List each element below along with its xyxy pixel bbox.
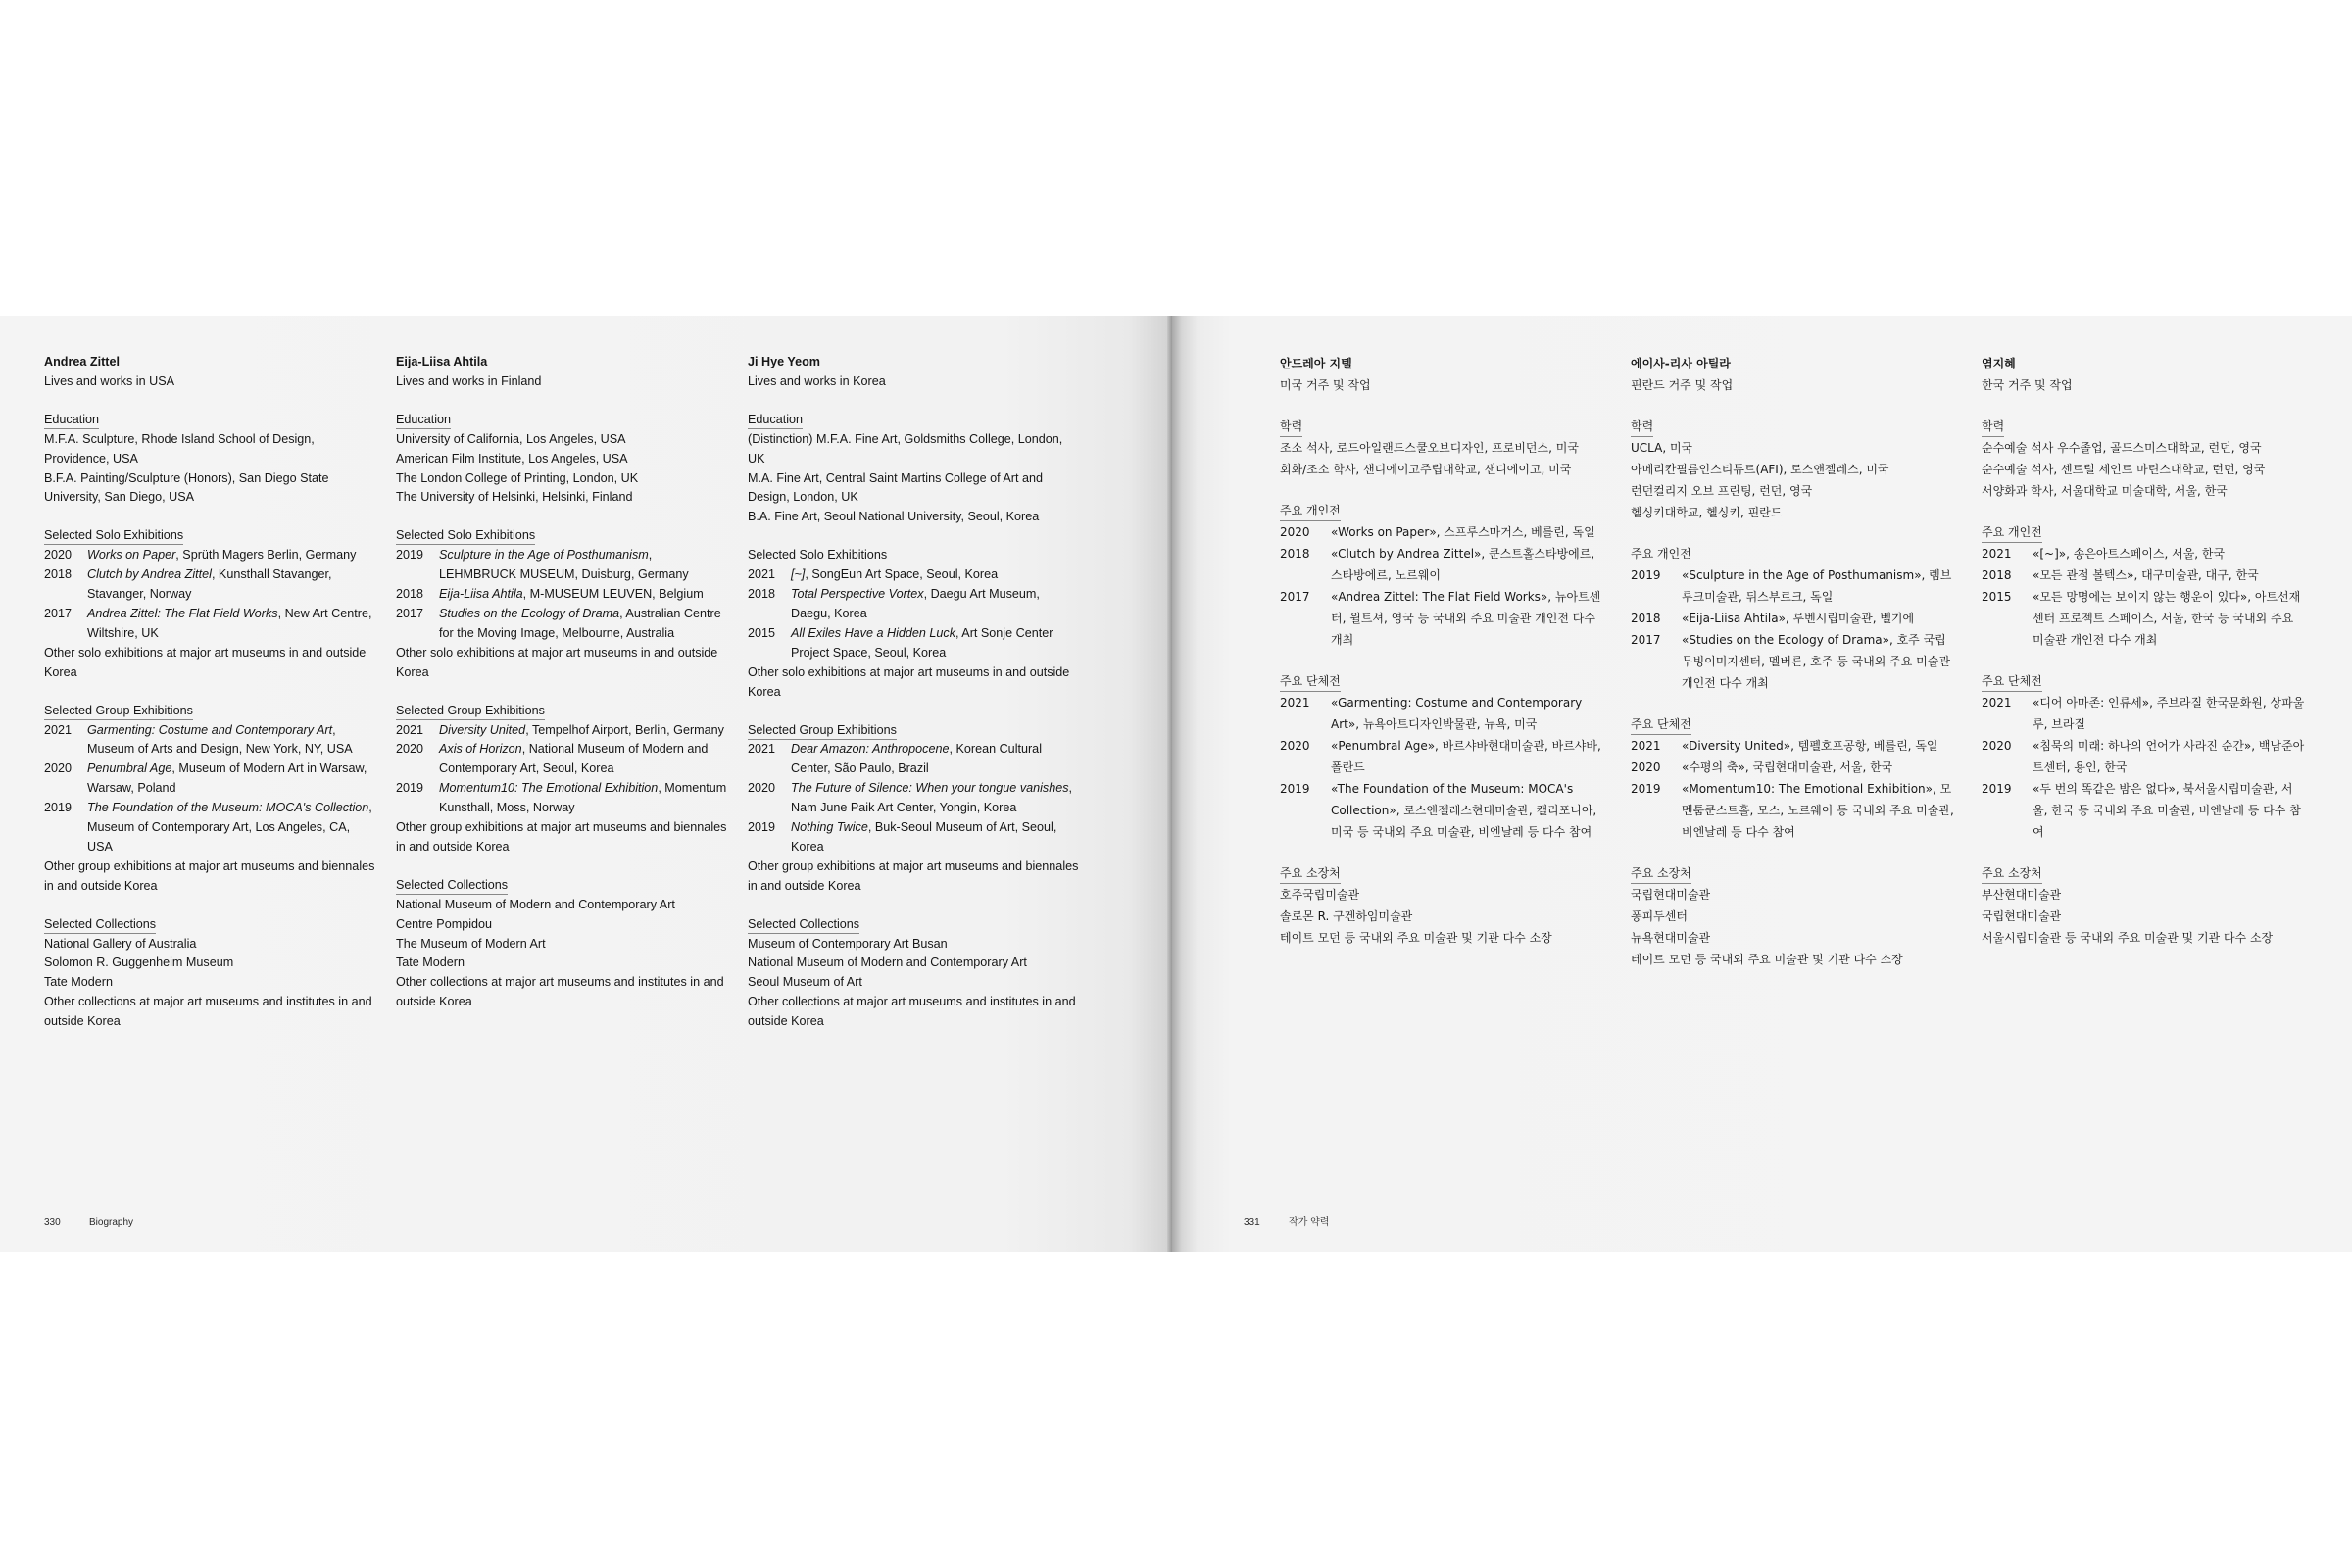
entry-text: National Museum of Modern and Contemporary Art [396, 897, 675, 911]
section [1631, 694, 1954, 735]
artist-column-eija-liisa-ahtila [396, 353, 729, 1012]
entry [1982, 927, 2305, 949]
entry-text: «[~]», 송은아트스페이스, 서울, 한국 [2033, 547, 2226, 561]
entry [1280, 692, 1603, 735]
artist-name: 염지혜 [1982, 357, 2016, 370]
section-heading: Education [396, 412, 451, 429]
entry [396, 915, 729, 935]
entry-text: UCLA, 미국 [1631, 441, 1693, 455]
section-heading: Selected Group Exhibitions [748, 722, 897, 740]
entry-title: Penumbral Age [87, 761, 172, 776]
entry-text: Tate Modern [44, 975, 114, 990]
entry-text: , Korean Cultural Center, São Paulo, Brazil [791, 742, 1042, 776]
entry-text: 순수예술 석사, 센트럴 세인트 마틴스대학교, 런던, 영국 [1982, 463, 2266, 476]
entry [748, 858, 1081, 897]
entry [1631, 906, 1954, 927]
entry [44, 935, 377, 955]
entry [1982, 459, 2305, 480]
entry-text: , Museum of Modern Art in Warsaw, Warsaw, Poland [87, 761, 368, 796]
entry-year: 2020 [44, 761, 73, 776]
entry [748, 935, 1081, 955]
entry-year: 2018 [1982, 568, 2012, 582]
entry [396, 469, 729, 489]
entry-year: 2015 [748, 625, 776, 640]
section-heading: 주요 단체전 [1982, 672, 2042, 692]
entry [748, 740, 1081, 779]
artist-residence: 한국 거주 및 작업 [1982, 378, 2073, 392]
entry-text: Other group exhibitions at major art museums and biennales in and outside Korea [748, 858, 1079, 893]
entry-text: 테이트 모던 등 국내외 주요 미술관 및 기관 다수 소장 [1631, 953, 1903, 966]
artist-residence: Lives and works in USA [44, 373, 174, 388]
section [44, 683, 377, 721]
entry-year: 2019 [1631, 568, 1661, 582]
entry-text: M.F.A. Sculpture, Rhode Island School of Design, Providence, USA [44, 431, 315, 466]
section [44, 508, 377, 546]
artist-name: 에이사-리사 아틸라 [1631, 357, 1731, 370]
entry-text: 국립현대미술관 [1631, 888, 1711, 902]
entry-title: Andrea Zittel: The Flat Field Works [87, 606, 278, 620]
entry-text: «Garmenting: Costume and Contemporary Art», 뉴욕아트디자인박물관, 뉴욕, 미국 [1331, 696, 1583, 731]
entry-year: 2020 [1631, 760, 1661, 774]
entry-text: Other group exhibitions at major art museums and biennales in and outside Korea [44, 858, 375, 893]
entry-text: University of California, Los Angeles, USA [396, 431, 626, 446]
entry-year: 2018 [1280, 547, 1310, 561]
entry-text: (Distinction) M.F.A. Fine Art, Goldsmiths College, London, UK [748, 431, 1063, 466]
entry [1631, 459, 1954, 480]
entry [1631, 757, 1954, 778]
entry-text: Other group exhibitions at major art museums and biennales in and outside Korea [396, 820, 727, 854]
section [396, 392, 729, 430]
entry-text: 뉴욕현대미술관 [1631, 931, 1711, 945]
entry [1982, 906, 2305, 927]
entry-text: «The Foundation of the Museum: MOCA's Collection», 로스앤젤레스현대미술관, 캘리포니아, 미국 등 국내외 주요 미술관, 비엔날레 등 다수 참여 [1331, 782, 1597, 839]
entry [1631, 949, 1954, 970]
entry-year: 2020 [748, 781, 776, 796]
section [748, 703, 1081, 741]
section-heading: 주요 개인전 [1982, 523, 2042, 543]
entry [1982, 480, 2305, 502]
entry [396, 450, 729, 469]
entry-text: Other solo exhibitions at major art museums in and outside Korea [44, 645, 367, 679]
artist-column-ji-hye-yeom [748, 353, 1081, 1032]
entry [1631, 735, 1954, 757]
entry [44, 546, 377, 565]
entry-text: National Gallery of Australia [44, 936, 197, 951]
section [1280, 396, 1603, 437]
entry-text: 순수예술 석사 우수졸업, 골드스미스대학교, 런던, 영국 [1982, 441, 2262, 455]
entry [1280, 521, 1603, 543]
entry-text: 국립현대미술관 [1982, 909, 2062, 923]
entry [396, 779, 729, 818]
entry-text: 런던컬리지 오브 프린팅, 런던, 영국 [1631, 484, 1813, 498]
entry-text: American Film Institute, Los Angeles, USA [396, 451, 628, 466]
entry [1280, 586, 1603, 651]
entry [1982, 564, 2305, 586]
entry-year: 2021 [1631, 739, 1661, 753]
section [748, 392, 1081, 430]
entry-text: , Museum of Contemporary Art, Los Angeles, CA, USA [87, 801, 372, 854]
entry-year: 2018 [1631, 612, 1661, 625]
entry-text: 부산현대미술관 [1982, 888, 2062, 902]
entry [44, 721, 377, 760]
entry-year: 2017 [396, 606, 424, 620]
page-number: 330 [44, 1217, 61, 1228]
entry-year: 2021 [748, 567, 776, 582]
section [44, 897, 377, 935]
entry-title: Dear Amazon: Anthropocene [791, 742, 950, 757]
entry [748, 585, 1081, 624]
section [1280, 651, 1603, 692]
entry-year: 2020 [44, 548, 73, 563]
section-heading: 주요 개인전 [1280, 502, 1341, 521]
entry-year: 2020 [1280, 739, 1310, 753]
section [1982, 396, 2305, 437]
entry-text: National Museum of Modern and Contemporary Art [748, 956, 1027, 970]
section-title: Biography [89, 1217, 134, 1228]
entry-text: «수평의 축», 국립현대미술관, 서울, 한국 [1682, 760, 1893, 774]
artist-column-andrea-zittel [44, 353, 377, 1032]
entry [1631, 564, 1954, 608]
right-page [1172, 316, 2352, 1252]
page-number: 331 [1244, 1217, 1260, 1228]
section-heading: 학력 [1280, 417, 1302, 437]
entry-year: 2019 [748, 820, 776, 835]
entry-text: , Buk-Seoul Museum of Art, Seoul, Korea [791, 820, 1057, 854]
entry [1631, 778, 1954, 843]
entry-text: «Penumbral Age», 바르샤바현대미술관, 바르샤바, 폴란드 [1331, 739, 1601, 774]
entry-year: 2020 [1280, 525, 1310, 539]
section [1280, 480, 1603, 521]
section [396, 683, 729, 721]
artist-residence: 핀란드 거주 및 작업 [1631, 378, 1734, 392]
entry-year: 2021 [396, 722, 424, 737]
section [1280, 843, 1603, 884]
entry-text: , Art Sonje Center Project Space, Seoul, Korea [791, 625, 1054, 660]
section [44, 392, 377, 430]
section [1631, 396, 1954, 437]
entry [1982, 778, 2305, 843]
entry-text: B.A. Fine Art, Seoul National University, Seoul, Korea [748, 510, 1040, 524]
entry-text: 퐁피두센터 [1631, 909, 1688, 923]
entry-year: 2021 [44, 722, 73, 737]
artist-residence: Lives and works in Finland [396, 373, 542, 388]
entry [748, 779, 1081, 818]
entry-text: 조소 석사, 로드아일랜드스쿨오브디자인, 프로비던스, 미국 [1280, 441, 1579, 455]
entry [1982, 884, 2305, 906]
entry [748, 663, 1081, 703]
entry-year: 2021 [1982, 696, 2012, 710]
artist-name: Eija-Liisa Ahtila [396, 355, 488, 368]
entry [396, 818, 729, 858]
entry-title: Garmenting: Costume and Contemporary Art [87, 722, 333, 737]
section-heading: Education [748, 412, 803, 429]
entry-year: 2017 [1631, 633, 1661, 647]
entry-text: «침묵의 미래: 하나의 언어가 사라진 순간», 백남준아트센터, 용인, 한국 [2033, 739, 2305, 774]
artist-column-ji-hye-yeom-ko [1982, 353, 2305, 949]
entry [748, 993, 1081, 1032]
entry-text: Tate Modern [396, 956, 466, 970]
artist-column-andrea-zittel-ko [1280, 353, 1603, 949]
section [396, 508, 729, 546]
entry [396, 605, 729, 644]
entry [396, 488, 729, 508]
entry-text: 헬싱키대학교, 헬싱키, 핀란드 [1631, 506, 1783, 519]
entry [748, 818, 1081, 858]
entry-title: Axis of Horizon [439, 742, 522, 757]
entry [1631, 437, 1954, 459]
entry [1631, 884, 1954, 906]
entry-year: 2019 [1631, 782, 1661, 796]
artist-residence: 미국 거주 및 작업 [1280, 378, 1371, 392]
section-title: 작가 약력 [1289, 1217, 1330, 1228]
entry [44, 430, 377, 469]
entry [44, 954, 377, 973]
left-page [0, 316, 1176, 1252]
artist-column-eija-liisa-ahtila-ko [1631, 353, 1954, 970]
section-heading: 주요 단체전 [1631, 715, 1691, 735]
section-heading: Selected Collections [748, 916, 859, 934]
page-footer [44, 1217, 133, 1228]
entry-text: 테이트 모던 등 국내외 주요 미술관 및 기관 다수 소장 [1280, 931, 1552, 945]
entry [1982, 735, 2305, 778]
section [1631, 523, 1954, 564]
entry-text: , M-MUSEUM LEUVEN, Belgium [522, 587, 704, 602]
entry-year: 2019 [396, 548, 424, 563]
entry-text: Solomon R. Guggenheim Museum [44, 956, 234, 970]
entry-text: M.A. Fine Art, Central Saint Martins College of Art and Design, London, UK [748, 470, 1043, 505]
book-spread [0, 316, 2352, 1252]
section [748, 897, 1081, 935]
entry-text: , Momentum Kunsthall, Moss, Norway [439, 781, 727, 815]
entry-text: The University of Helsinki, Helsinki, Finland [396, 490, 633, 505]
entry-title: Studies on the Ecology of Drama [439, 606, 620, 620]
page-footer [1244, 1213, 1329, 1228]
entry-text: , Museum of Arts and Design, New York, NY, USA [87, 722, 353, 757]
entry [396, 644, 729, 683]
entry-text: «Andrea Zittel: The Flat Field Works», 뉴아트센터, 윌트셔, 영국 등 국내외 주요 미술관 개인전 다수 개최 [1331, 590, 1601, 647]
entry-text: «Studies on the Ecology of Drama», 호주 국립무빙이미지센터, 멜버른, 호주 등 국내외 주요 미술관 개인전 다수 개최 [1682, 633, 1950, 690]
section-heading: Selected Group Exhibitions [396, 703, 545, 720]
entry [748, 973, 1081, 993]
section-heading: Selected Collections [44, 916, 156, 934]
entry-title: Eija-Liisa Ahtila [439, 587, 523, 602]
entry [1280, 778, 1603, 843]
entry-text: 아메리칸필름인스티튜트(AFI), 로스앤젤레스, 미국 [1631, 463, 1889, 476]
entry [1982, 437, 2305, 459]
entry-year: 2019 [44, 801, 73, 815]
entry-text: , Sprüth Magers Berlin, Germany [175, 548, 357, 563]
section-heading: Selected Collections [396, 877, 508, 895]
entry-year: 2020 [396, 742, 424, 757]
entry-text: 회화/조소 학사, 샌디에이고주립대학교, 샌디에이고, 미국 [1280, 463, 1572, 476]
entry [748, 954, 1081, 973]
entry-text: , SongEun Art Space, Seoul, Korea [805, 567, 999, 582]
entry [396, 973, 729, 1012]
entry [396, 740, 729, 779]
entry-text: «디어 아마존: 인류세», 주브라질 한국문화원, 상파울루, 브라질 [2033, 696, 2305, 731]
entry-year: 2017 [44, 606, 73, 620]
entry-title: Diversity United [439, 722, 526, 737]
section-heading: Selected Solo Exhibitions [44, 527, 183, 545]
entry-title: The Foundation of the Museum: MOCA's Collection [87, 801, 369, 815]
entry-text: Seoul Museum of Art [748, 975, 862, 990]
entry [44, 565, 377, 605]
entry-text: , Nam June Paik Art Center, Yongin, Korea [791, 781, 1073, 815]
entry-text: The Museum of Modern Art [396, 936, 546, 951]
entry-text: 서양화과 학사, 서울대학교 미술대학, 서울, 한국 [1982, 484, 2228, 498]
entry-year: 2018 [748, 587, 776, 602]
entry-text: «Diversity United», 템펠호프공항, 베를린, 독일 [1682, 739, 1938, 753]
entry-year: 2021 [748, 742, 776, 757]
artist-name: Andrea Zittel [44, 355, 120, 368]
entry [396, 896, 729, 915]
entry [44, 858, 377, 897]
section [1631, 843, 1954, 884]
section-heading: Selected Group Exhibitions [44, 703, 193, 720]
section [748, 527, 1081, 565]
section-heading: 주요 소장처 [1982, 864, 2042, 884]
entry-year: 2020 [1982, 739, 2012, 753]
entry [748, 624, 1081, 663]
entry-text: 서울시립미술관 등 국내외 주요 미술관 및 기관 다수 소장 [1982, 931, 2274, 945]
entry-text: «Eija-Liisa Ahtila», 루벤시립미술관, 벨기에 [1682, 612, 1915, 625]
entry-title: [~] [791, 567, 806, 582]
entry-year: 2019 [1982, 782, 2012, 796]
entry-text: , Tempelhof Airport, Berlin, Germany [525, 722, 724, 737]
entry-text: Other collections at major art museums and institutes in and outside Korea [396, 975, 724, 1009]
entry [44, 799, 377, 858]
entry-year: 2018 [396, 587, 424, 602]
entry-title: Clutch by Andrea Zittel [87, 567, 212, 582]
entry [748, 469, 1081, 509]
entry [396, 721, 729, 741]
entry [44, 469, 377, 509]
entry-year: 2018 [44, 567, 73, 582]
entry-text: , National Museum of Modern and Contemporary Art, Seoul, Korea [439, 742, 709, 776]
section-heading: 주요 소장처 [1280, 864, 1341, 884]
entry [1631, 502, 1954, 523]
entry [396, 954, 729, 973]
entry [1280, 884, 1603, 906]
artist-residence: Lives and works in Korea [748, 373, 886, 388]
entry-text: B.F.A. Painting/Sculpture (Honors), San Diego State University, San Diego, USA [44, 470, 329, 505]
entry-title: Momentum10: The Emotional Exhibition [439, 781, 659, 796]
entry-text: , LEHMBRUCK MUSEUM, Duisburg, Germany [439, 548, 689, 582]
entry-title: Works on Paper [87, 548, 176, 563]
entry-text: 솔로몬 R. 구겐하임미술관 [1280, 909, 1413, 923]
section [1982, 843, 2305, 884]
entry-year: 2015 [1982, 590, 2012, 604]
entry-text: «Clutch by Andrea Zittel», 쿤스트홀스타방에르, 스타방에르, 노르웨이 [1331, 547, 1595, 582]
section-heading: 주요 개인전 [1631, 545, 1691, 564]
entry [396, 585, 729, 605]
section-heading: 주요 소장처 [1631, 864, 1691, 884]
entry-text: Other collections at major art museums and institutes in and outside Korea [748, 995, 1076, 1029]
section [396, 858, 729, 896]
entry-text: «모든 망명에는 보이지 않는 행운이 있다», 아트선재센터 프로젝트 스페이스, 서울, 한국 등 국내외 주요 미술관 개인전 다수 개최 [2033, 590, 2301, 647]
entry-title: Sculpture in the Age of Posthumanism [439, 548, 649, 563]
entry-year: 2017 [1280, 590, 1310, 604]
entry-text: Museum of Contemporary Art Busan [748, 936, 948, 951]
entry [1280, 735, 1603, 778]
entry [1982, 692, 2305, 735]
entry [1982, 586, 2305, 651]
section-heading: Selected Solo Exhibitions [396, 527, 535, 545]
section [1982, 651, 2305, 692]
entry [748, 508, 1081, 527]
entry-title: Total Perspective Vortex [791, 587, 924, 602]
entry-text: Other solo exhibitions at major art museums in and outside Korea [396, 645, 718, 679]
entry-text: Other solo exhibitions at major art museums in and outside Korea [748, 664, 1070, 699]
entry [1631, 480, 1954, 502]
entry [1280, 927, 1603, 949]
entry-text: , New Art Centre, Wiltshire, UK [87, 606, 372, 640]
entry [44, 760, 377, 799]
entry-text: , Daegu Art Museum, Daegu, Korea [791, 587, 1040, 620]
artist-name: Ji Hye Yeom [748, 355, 820, 368]
entry [44, 605, 377, 644]
entry [44, 644, 377, 683]
entry-text: , Australian Centre for the Moving Image, Melbourne, Australia [439, 606, 721, 640]
entry-text: «Works on Paper», 스프루스마거스, 베를린, 독일 [1331, 525, 1595, 539]
entry-text: 호주국립미술관 [1280, 888, 1360, 902]
entry-text: «Sculpture in the Age of Posthumanism», 렘브루크미술관, 뒤스부르크, 독일 [1682, 568, 1952, 604]
artist-name: 안드레아 지텔 [1280, 357, 1352, 370]
entry-year: 2019 [1280, 782, 1310, 796]
entry-year: 2021 [1982, 547, 2012, 561]
section-heading: Education [44, 412, 99, 429]
entry [1631, 629, 1954, 694]
entry-text: «두 번의 똑같은 밤은 없다», 북서울시립미술관, 서울, 한국 등 국내외 주요 미술관, 비엔날레 등 다수 참여 [2033, 782, 2301, 839]
entry-title: Nothing Twice [791, 820, 868, 835]
entry-text: , Kunsthall Stavanger, Stavanger, Norway [87, 567, 332, 602]
section-heading: 학력 [1631, 417, 1653, 437]
entry [1631, 927, 1954, 949]
entry-title: The Future of Silence: When your tongue vanishes [791, 781, 1069, 796]
entry-text: The London College of Printing, London, UK [396, 470, 639, 485]
entry [1631, 608, 1954, 629]
entry [1280, 543, 1603, 586]
entry [748, 430, 1081, 469]
section-heading: Selected Solo Exhibitions [748, 547, 887, 564]
entry-text: «Momentum10: The Emotional Exhibition», 모멘툼쿤스트홀, 모스, 노르웨이 등 국내외 주요 미술관, 비엔날레 등 다수 참여 [1682, 782, 1954, 839]
entry [44, 973, 377, 993]
entry-year: 2019 [396, 781, 424, 796]
entry-text: Other collections at major art museums and institutes in and outside Korea [44, 995, 372, 1029]
section-heading: 주요 단체전 [1280, 672, 1341, 692]
entry [396, 546, 729, 585]
entry [748, 565, 1081, 585]
entry [396, 430, 729, 450]
section-heading: 학력 [1982, 417, 2004, 437]
entry [1280, 906, 1603, 927]
entry-text: «모든 관점 볼텍스», 대구미술관, 대구, 한국 [2033, 568, 2259, 582]
entry-title: All Exiles Have a Hidden Luck [791, 625, 956, 640]
entry [1982, 543, 2305, 564]
entry-text: Centre Pompidou [396, 916, 493, 931]
entry [1280, 437, 1603, 459]
entry [1280, 459, 1603, 480]
section [1982, 502, 2305, 543]
entry [396, 935, 729, 955]
entry-year: 2021 [1280, 696, 1310, 710]
entry [44, 993, 377, 1032]
